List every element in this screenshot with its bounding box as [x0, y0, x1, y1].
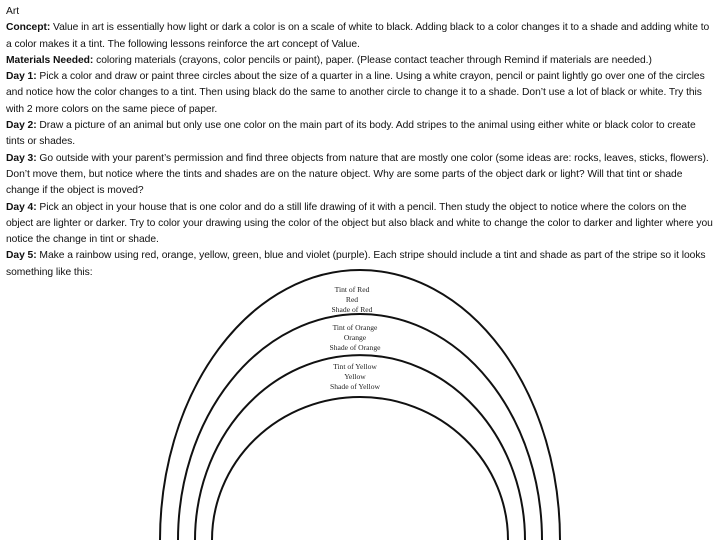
materials-label: Materials Needed:	[6, 54, 94, 66]
concept-text: Value in art is essentially how light or dark a color is on a scale of white to black. Adding black to a color changes it to a shade and adding white to a color makes it a tint. The following lessons reinforce the art concept of Value.	[6, 22, 710, 50]
band-1-tint-label: Tint of Red	[334, 285, 370, 294]
day-2-text: Draw a picture of an animal but only use one color on the main part of its body. Add stripes to the animal using either white or black color to create tints or shades.	[6, 120, 696, 148]
materials-text: coloring materials (crayons, color pencils or paint), paper. (Please contact teacher through Remind if materials are needed.)	[93, 54, 652, 66]
band-3-color-label: Yellow	[344, 372, 366, 381]
day-4-text: Pick an object in your house that is one color and do a still life drawing of it with a pencil. Then study the object to notice where the colors on the object are lighter or darker. Try to color your drawing using the color of the object but also black and white to change the color to darker and lighter where you notice the change in tint or shade.	[6, 201, 713, 246]
band-1-color-label: Red	[345, 295, 359, 304]
day-5-label: Day 5:	[6, 250, 37, 262]
band-1-shade-label: Shade of Red	[331, 305, 373, 314]
concept-label: Concept:	[6, 22, 51, 34]
band-2-color-label: Orange	[343, 333, 367, 342]
band-3-tint-label: Tint of Yellow	[333, 362, 377, 371]
day-1-text: Pick a color and draw or paint three circles about the size of a quarter in a line. Using a white crayon, pencil or paint lightly go over one of the circles and notice how the color changes to a tint. Then using black do the same to another circle to change it to a shade. Don’t use a lot of black or white. Try this with 2 more colors on the same piece of paper.	[6, 71, 705, 115]
day-2-label: Day 2:	[6, 120, 37, 132]
band-2-tint-label: Tint of Orange	[332, 323, 378, 332]
day-5-text: Make a rainbow using red, orange, yellow, green, blue and violet (purple). Each stripe should include a tint and shade as part of the stripe so it looks something like this:	[6, 250, 706, 278]
day-3-text: Go outside with your parent’s permission and find three objects from nature that are mostly one color (some ideas are: rocks, leaves, sticks, flowers). Don’t move them, but notice where the tints and shades are on the nature object. Why are some parts of the object dark or light? Will that tint or shade change if the object is moved?	[6, 152, 709, 197]
day-3-label: Day 3:	[6, 152, 37, 164]
band-3-shade-label: Shade of Yellow	[330, 382, 380, 391]
rainbow-arc-4	[212, 397, 508, 540]
day-4-label: Day 4:	[6, 201, 37, 213]
band-2-shade-label: Shade of Orange	[329, 343, 381, 352]
document-title: Art	[6, 6, 20, 17]
day-1-label: Day 1:	[6, 71, 37, 83]
